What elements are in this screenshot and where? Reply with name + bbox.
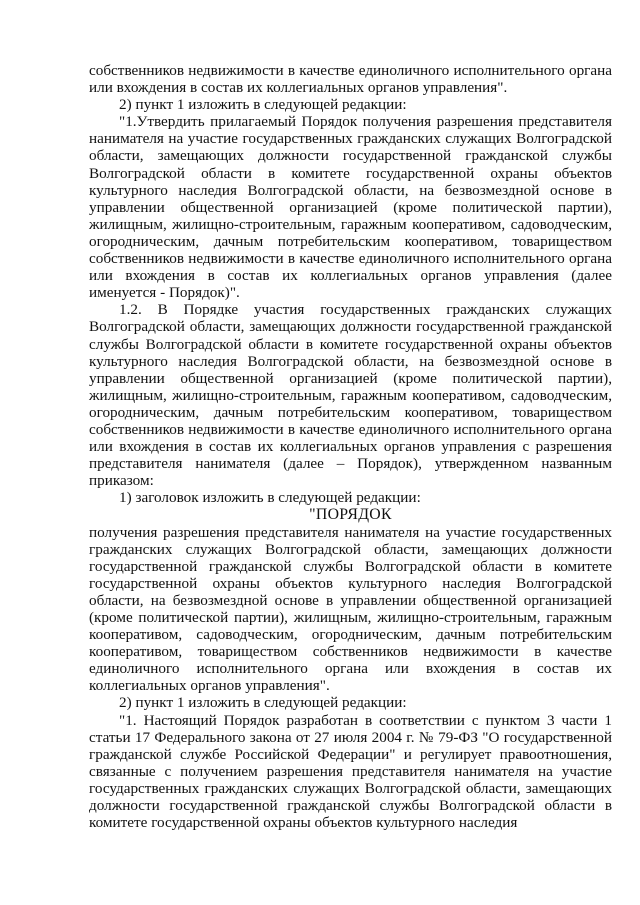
paragraph-8-amendment-item: 2) пункт 1 изложить в следующей редакции: (119, 694, 407, 712)
paragraph-9-new-wording: "1. Настоящий Порядок разработан в соответствии с пунктом 3 части 1 статьи 17 Федерального закона от 27 июля 2004 г. № 79-ФЗ "О государственной гражданской службе Российской Федерации" и регулирует правоотношения, связанные с получением разрешения представителя нанимателя на участие государственных гражданских служащих Волгоградской области, замещающих должности государственной гражданской службы Волгоградской области в комитете государственной охраны объектов культурного наследия (89, 711, 612, 832)
paragraph-3-new-wording: "1.Утвердить прилагаемый Порядок получения разрешения представителя нанимателя на участие государственных гражданских служащих Волгоградской области, замещающих должности государственной гражданской службы Волгоградской области в комитете государственной охраны объектов культурного наследия Волгоградской области, на безвозмездной основе в управлении общественной организацией (кроме политической партии), жилищным, жилищно-строительным, гаражным кооперативом, садоводческим, огородническим, дачным потребительским кооперативом, товариществом собственников недвижимости в качестве единоличного исполнительного органа или вхождения в состав их коллегиальных органов управления (далее именуется - Порядок)". (89, 113, 612, 302)
paragraph-5-title-amendment: 1) заголовок изложить в следующей редакции: (119, 489, 421, 507)
paragraph-1-continuation: собственников недвижимости в качестве единоличного исполнительного органа или вхождения в состав их коллегиальных органов управления". (89, 62, 612, 97)
paragraph-2-amendment-item: 2) пункт 1 изложить в следующей редакции: (119, 96, 407, 114)
paragraph-4-section-1-2: 1.2. В Порядке участия государственных гражданских служащих Волгоградской области, замещающих должности государственной гражданской службы Волгоградской области в комитете государственной охраны объектов культурного наследия Волгоградской области, на безвозмездной основе в управлении общественной организацией (кроме политической партии), жилищным, жилищно-строительным, гаражным кооперативом, садоводческим, огородническим, дачным потребительским кооперативом, товариществом собственников недвижимости в качестве единоличного исполнительного органа или вхождения в состав их коллегиальных органов управления с разрешения представителя нанимателя (далее – Порядок), утвержденном названным приказом: (89, 301, 612, 490)
centered-heading: "ПОРЯДОК (309, 506, 392, 524)
paragraph-7-title-text: получения разрешения представителя нанимателя на участие государственных гражданских служащих Волгоградской области, замещающих должности государственной гражданской службы Волгоградской области в комитете государственной охраны объектов культурного наследия Волгоградской области, на безвозмездной основе в управлении общественной организацией (кроме политической партии), жилищным, жилищно-строительным, гаражным кооперативом, садоводческим, огородническим, дачным потребительским кооперативом, товариществом собственников недвижимости в качестве единоличного исполнительного органа или вхождения в состав их коллегиальных органов управления". (89, 523, 612, 695)
